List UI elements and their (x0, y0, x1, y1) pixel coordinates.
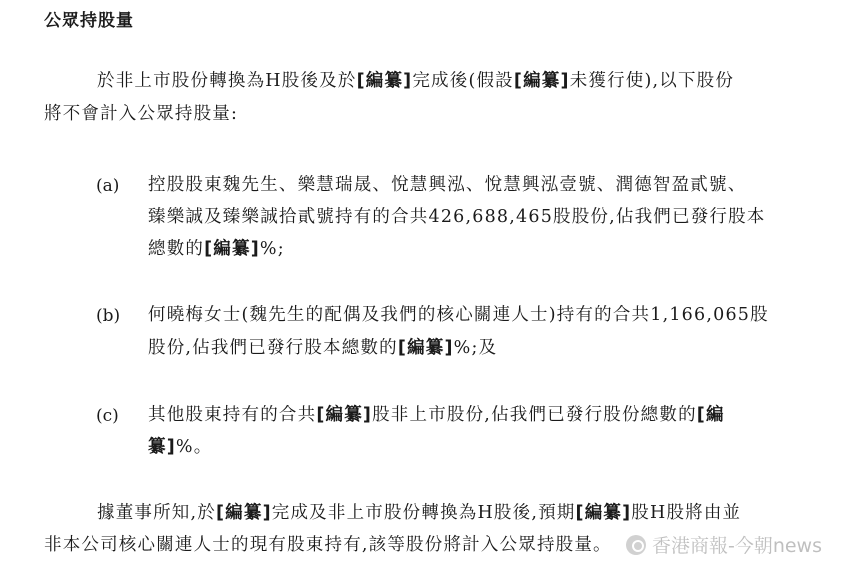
item-b-line-2: 股份,佔我們已發行股本總數的[編纂]%;及 (148, 338, 498, 358)
redacted-marker: [編纂] (204, 239, 260, 259)
closing-line-2: 非本公司核心關連人士的現有股東持有,該等股份將計入公眾持股量。 (44, 535, 612, 555)
redacted-marker: [編纂] (316, 405, 373, 425)
closing-line-1: 據董事所知,於[編纂]完成及非上市股份轉換為H股後,預期[編纂]股H股將由並 (97, 503, 742, 523)
item-c-line-2: 纂]%。 (148, 437, 213, 457)
watermark-text: 香港商報-今朝news (651, 535, 822, 557)
redacted-marker: [編 (696, 405, 725, 425)
watermark (626, 531, 822, 558)
redacted-marker: [編纂] (513, 71, 570, 91)
intro-line-2: 將不會計入公眾持股量: (44, 104, 239, 124)
item-marker-c: (c) (96, 406, 119, 426)
item-a-line-1: 控股股東魏先生、樂慧瑞晟、悅慧興泓、悅慧興泓壹號、潤德智盈貳號、 (148, 175, 747, 195)
item-c-line-1: 其他股東持有的合共[編纂]股非上市股份,佔我們已發行股份總數的[編 (148, 405, 725, 425)
item-marker-a: (a) (96, 176, 120, 196)
redacted-marker: [編纂] (575, 503, 632, 523)
redacted-marker: 纂] (148, 437, 176, 457)
watermark-logo-icon (626, 535, 646, 555)
item-b-line-1: 何曉梅女士(魏先生的配偶及我們的核心關連人士)持有的合共1,166,065股 (148, 305, 769, 325)
redacted-marker: [編纂] (356, 71, 413, 91)
section-heading: 公眾持股量 (44, 11, 134, 31)
item-a-line-2: 臻樂誠及臻樂誠拾貳號持有的合共426,688,465股股份,佔我們已發行股本 (148, 207, 766, 227)
intro-line-1: 於非上市股份轉換為H股後及於[編纂]完成後(假設[編纂]未獲行使),以下股份 (97, 71, 735, 91)
item-marker-b: (b) (96, 306, 121, 326)
item-a-line-3: 總數的[編纂]%; (148, 239, 285, 259)
redacted-marker: [編纂] (215, 503, 272, 523)
redacted-marker: [編纂] (397, 338, 454, 358)
